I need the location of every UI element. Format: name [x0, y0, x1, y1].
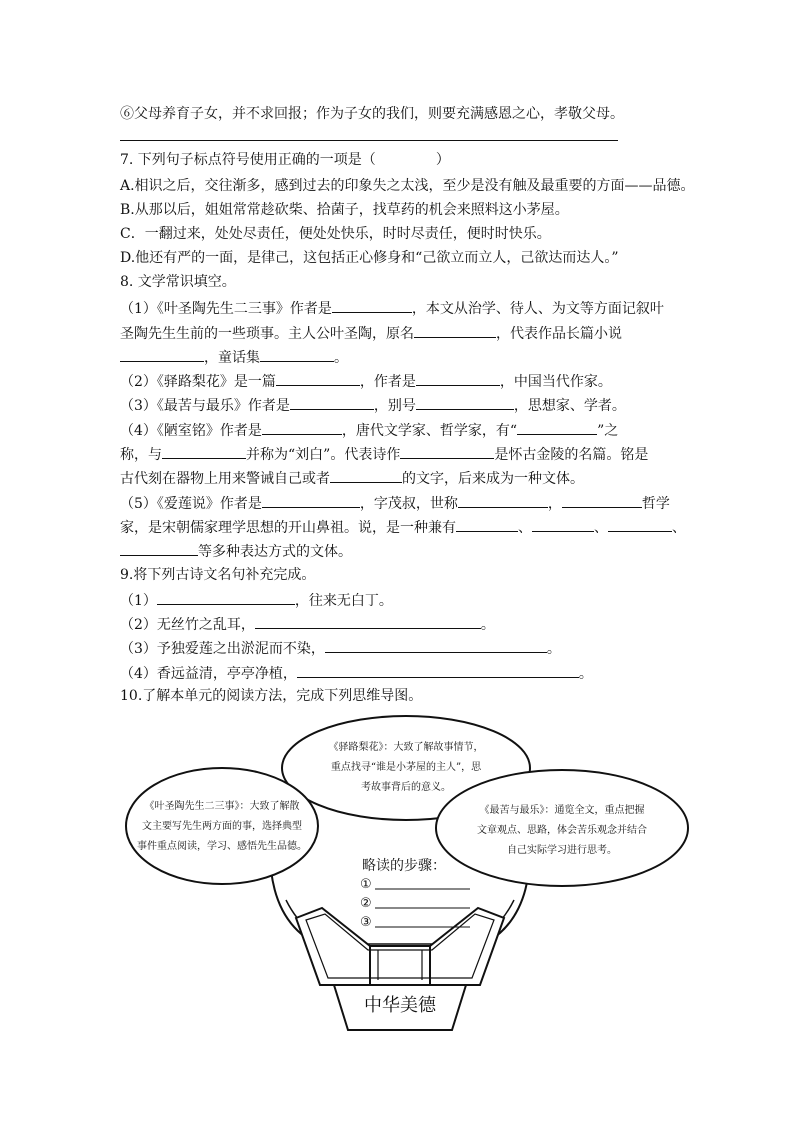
q8-p5-text-e: 家，是宋朝儒家理学思想的开山鼻祖。说，是一种兼有 — [120, 520, 456, 536]
q8-p4-text-c: ”之 — [597, 423, 619, 439]
q8-p5-sep1: 、 — [518, 520, 532, 536]
q7-option-c[interactable]: C．一翻过来，处处尽责任，便处处快乐，时时尽责任，便时时快乐。 — [120, 226, 551, 242]
top-bubble-line2: 重点找寻“谁是小茅屋的主人”，思 — [330, 762, 482, 773]
q8-p1-text-b: ，本文从治学、待人、为文等方面记叙叶 — [411, 301, 664, 317]
q8-p3-text-c: ，思想家、学者。 — [513, 398, 626, 414]
q8-p1-text-e: ，童话集 — [204, 350, 260, 366]
q9-l3-text-a: （3）予独爱莲之出淤泥而不染， — [120, 641, 325, 657]
q8-p1-text-d: ，代表作品长篇小说 — [496, 326, 622, 342]
q9-l2-text-a: （2）无丝竹之乱耳， — [120, 617, 255, 633]
q8-p4-text-h: 的文字，后来成为一种文体。 — [402, 471, 584, 487]
q9-l2-text-b: 。 — [480, 617, 495, 633]
step-2-marker: ② — [360, 896, 372, 911]
q8-p4-text-g: 古代刻在器物上用来警诫自己或者 — [120, 471, 330, 487]
right-bubble-line2: 文章观点、思路，体会苦乐观念并结合 — [477, 825, 647, 836]
basket-label: 中华美德 — [364, 995, 436, 1016]
q9-l1-text-b: ，往来无白丁。 — [294, 593, 393, 609]
right-bubble-line3: 自己实际学习进行思考。 — [507, 845, 617, 856]
q9-l3-text-b: 。 — [546, 641, 561, 657]
q8-p1-text-f: 。 — [334, 350, 348, 366]
steps-title: 略读的步骤： — [362, 858, 446, 874]
q9-stem: 9.将下列古诗文名句补充完成。 — [120, 567, 316, 583]
left-bubble-line2: 文主要写先生两方面的事，选择典型 — [142, 821, 302, 832]
q8-p4-text-d: 称，与 — [120, 447, 162, 463]
q8-p5-text-b: ，字茂叔，世称 — [359, 496, 458, 512]
top-bubble-line1: 《驿路梨花》：大致了解故事情节， — [328, 742, 484, 753]
q8-p3-text-a: （3）《最苦与最乐》作者是 — [120, 398, 290, 414]
left-bubble-line3: 事件重点阅读，学习、感悟先生品德。 — [137, 841, 307, 852]
step-3-marker: ③ — [360, 915, 372, 930]
q7-stem-close: ） — [435, 152, 450, 168]
q9-l4-text-a: （4）香远益清，亭亭净植， — [120, 666, 297, 682]
q8-p1-text-a: （1）《叶圣陶先生二三事》作者是 — [120, 301, 332, 317]
item6-sentence: ⑥父母养育子女，并不求回报；作为子女的我们，则要充满感恩之心，孝敬父母。 — [120, 106, 624, 122]
q7-stem-text: 7. 下列句子标点符号使用正确的一项是（ — [120, 152, 376, 168]
q8-p4-text-b: ，唐代文学家、哲学家，有“ — [341, 423, 518, 439]
q8-p5-text-a: （5）《爱莲说》作者是 — [120, 496, 262, 512]
q7-option-d[interactable]: D.他还有严的一面，是律己，这包括正心修身和“己欲立而立人，己欲达而达人。” — [120, 250, 619, 266]
q8-p5-text-d: 哲学 — [641, 496, 670, 512]
q8-stem: 8. 文学常识填空。 — [120, 274, 236, 290]
left-bubble-line1: 《叶圣陶先生二三事》：大致了解散 — [144, 801, 300, 812]
q7-option-a[interactable]: A.相识之后，交往渐多，感到过去的印象失之太浅，至少是没有触及最重要的方面——品德。 — [120, 178, 695, 194]
q8-p5-text-c: ， — [547, 496, 562, 512]
q8-p1-text-c: 圣陶先生生前的一些琐事。主人公叶圣陶，原名 — [120, 326, 414, 342]
q8-p2-text-c: ，中国当代作家。 — [499, 374, 612, 390]
right-bubble-line1: 《最苦与最乐》：通览全文，重点把握 — [479, 805, 645, 816]
q8-p2-text-b: ，作者是 — [359, 374, 416, 390]
step-1-marker: ① — [360, 877, 372, 892]
q8-p5-text-f: 等多种表达方式的文体。 — [198, 544, 352, 560]
q8-p5-sep2: 、 — [594, 520, 608, 536]
q8-p2-text-a: （2）《驿路梨花》是一篇 — [120, 374, 276, 390]
q8-p3-text-b: ，别号 — [373, 398, 416, 414]
q7-option-b[interactable]: B.从那以后，姐姐常常趁砍柴、拾菌子，找草药的机会来照料这小茅屋。 — [120, 202, 569, 218]
q10-stem: 10.了解本单元的阅读方法，完成下列思维导图。 — [120, 688, 423, 704]
q8-p5-sep3: 、 — [672, 520, 686, 536]
top-bubble-line3: 考故事背后的意义。 — [361, 782, 451, 793]
q8-p4-text-f: 是怀古金陵的名篇。铭是 — [494, 447, 649, 463]
q9-l1-text-a: （1） — [120, 593, 157, 609]
q9-l4-text-b: 。 — [578, 666, 593, 682]
q8-p4-text-e: 并称为“刘白”。代表诗作 — [246, 447, 401, 463]
q8-p4-text-a: （4）《陋室铭》作者是 — [120, 423, 262, 439]
basket-band — [296, 908, 504, 985]
